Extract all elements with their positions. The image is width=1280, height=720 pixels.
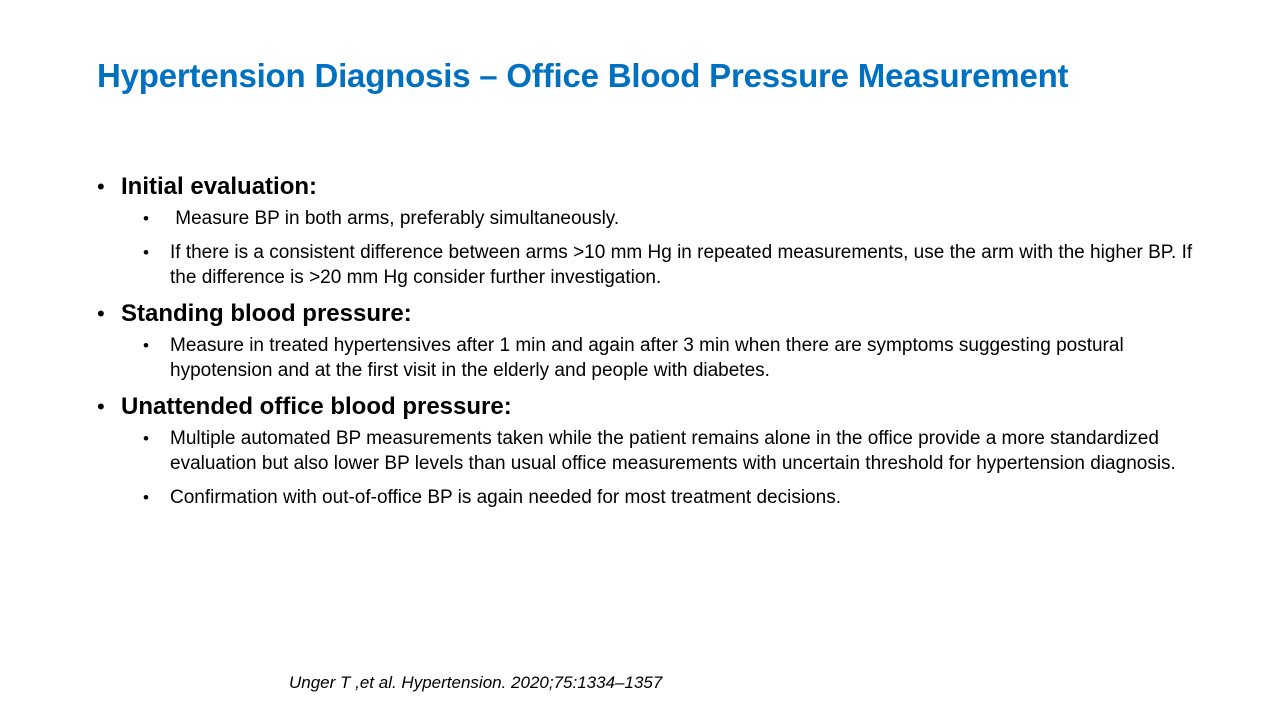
slide-content <box>97 170 1207 510</box>
section-unattended-office-blood-pressure <box>97 390 1207 511</box>
sub-bullet-list <box>97 206 1207 291</box>
section-heading: Standing blood pressure: <box>121 299 412 327</box>
section-heading: Initial evaluation: <box>121 173 318 200</box>
bullet-icon: • <box>143 209 149 228</box>
section-initial-evaluation <box>97 170 1207 291</box>
list-item <box>97 426 1207 477</box>
section-standing-blood-pressure <box>97 297 1207 384</box>
list-item <box>97 333 1207 384</box>
list-item <box>97 485 1207 511</box>
list-item <box>97 206 1207 232</box>
citation: Unger T ,et al. Hypertension. 2020;75:1334–1357 <box>289 673 663 692</box>
list-item-text: Measure in treated hypertensives after 1 min and again after 3 min when there are symptoms suggesting postural hypotension and at the first visit in the elderly and people with diabetes. <box>170 334 1124 381</box>
list-item-text: If there is a consistent difference between arms >10 mm Hg in repeated measurements, use the arm with the higher BP. If the difference is >20 mm Hg consider further investigation. <box>170 241 1193 288</box>
sub-bullet-list <box>97 333 1207 384</box>
list-item-text: Multiple automated BP measurements taken while the patient remains alone in the office provide a more standardized evaluation but also lower BP levels than usual office measurements with uncertain threshold for hypertension diagnosis. <box>170 427 1176 474</box>
bullet-icon: • <box>143 428 149 448</box>
section-heading: Unattended office blood pressure: <box>121 392 512 420</box>
list-item <box>97 240 1207 291</box>
bullet-icon: • <box>143 335 149 355</box>
section-heading-row <box>97 297 1207 331</box>
sub-bullet-list <box>97 426 1207 511</box>
section-heading-row <box>97 390 1207 424</box>
bullet-icon: • <box>97 393 105 419</box>
section-heading-row <box>97 170 1207 204</box>
bullet-icon: • <box>143 487 149 507</box>
slide-title: Hypertension Diagnosis – Office Blood Pressure Measurement <box>97 57 1069 94</box>
bullet-icon: • <box>143 242 149 262</box>
list-item-text: Confirmation with out-of-office BP is again needed for most treatment decisions. <box>170 486 841 508</box>
bullet-icon: • <box>97 174 105 199</box>
bullet-icon: • <box>97 300 105 326</box>
list-item-text: Measure BP in both arms, preferably simultaneously. <box>170 208 620 229</box>
